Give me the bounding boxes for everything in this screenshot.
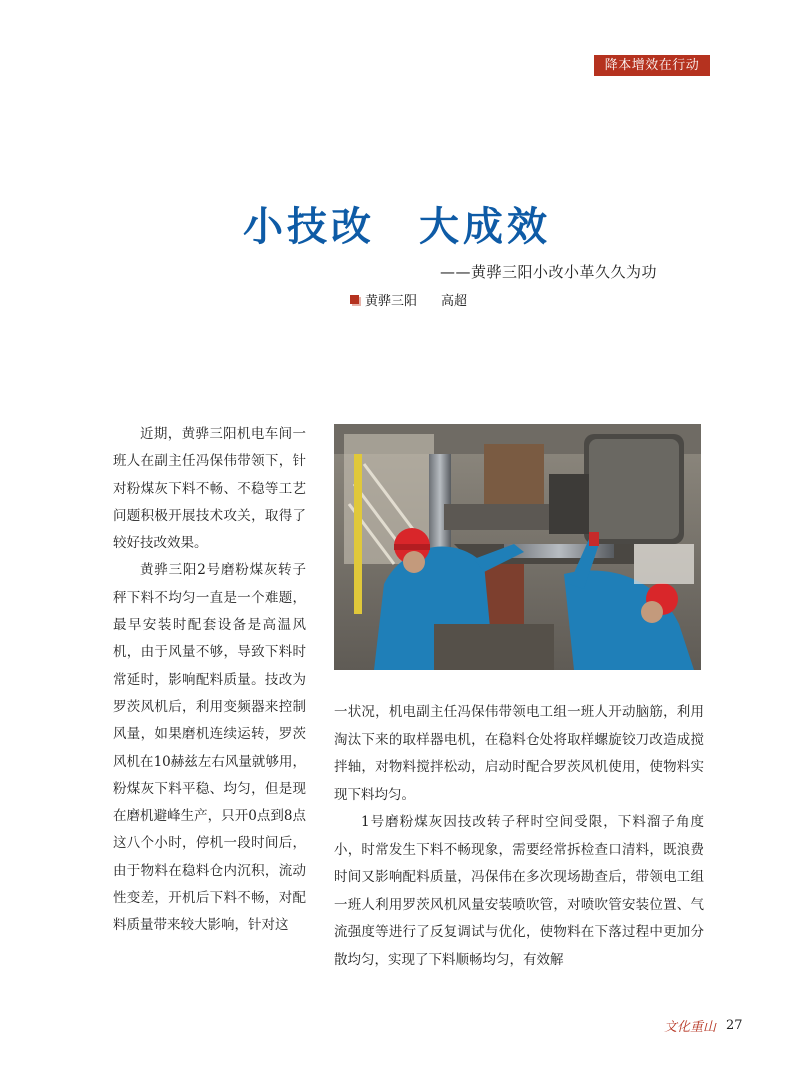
left-column-text — [113, 421, 306, 940]
magazine-logo: 文化重山 — [664, 1020, 717, 1035]
page-footer — [664, 1016, 743, 1035]
article-photo — [334, 424, 701, 670]
byline — [350, 290, 467, 309]
article-subtitle: ——黄骅三阳小改小革久久为功 — [440, 263, 658, 281]
square-bullet-icon — [350, 295, 359, 304]
right-column-text — [334, 699, 704, 974]
byline-org: 黄骅三阳 — [365, 294, 418, 309]
byline-author: 高超 — [441, 294, 468, 309]
article-title: 小技改 大成效 — [243, 204, 551, 250]
paragraph: 黄骅三阳2号磨粉煤灰转子秤下料不均匀一直是一个难题，最早安装时配套设备是高温风机，由于风量不够，导致下料时常延时，影响配料质量。技改为罗茨风机后，利用变频器来控制风量，如果磨机连续运转，罗茨风机在10赫兹左右风量就够用，粉煤灰下料平稳、均匀，但是现在磨机避峰生产，只开0点到8点这八个小时，停机一段时间后，由于物料在稳料仓内沉积，流动性变差，开机后下料不畅，对配料质量带来较大影响，针对这 — [113, 562, 306, 934]
page-number: 27 — [726, 1018, 743, 1033]
paragraph: 一状况，机电副主任冯保伟带领电工组一班人开动脑筋，利用淘汰下来的取样器电机，在稳料仓处将取样螺旋铰刀改造成搅拌轴，对物料搅拌松动，启动时配合罗茨风机使用，使物料实现下料均匀。 — [334, 704, 704, 803]
section-tag: 降本增效在行动 — [594, 55, 710, 76]
paragraph: 近期，黄骅三阳机电车间一班人在副主任冯保伟带领下，针对粉煤灰下料不畅、不稳等工艺问题积极开展技术攻关，取得了较好技改效果。 — [113, 426, 306, 552]
paragraph: 1号磨粉煤灰因技改转子秤时空间受限，下料溜子角度小，时常发生下料不畅现象，需要经常拆检查口清料，既浪费时间又影响配料质量，冯保伟在多次现场勘查后，带领电工组一班人利用罗茨风机风量安装喷吹管，对喷吹管安装位置、气流强度等进行了反复调试与优化，使物料在下落过程中更加分散均匀，实现了下料顺畅均匀，有效解 — [334, 814, 704, 968]
